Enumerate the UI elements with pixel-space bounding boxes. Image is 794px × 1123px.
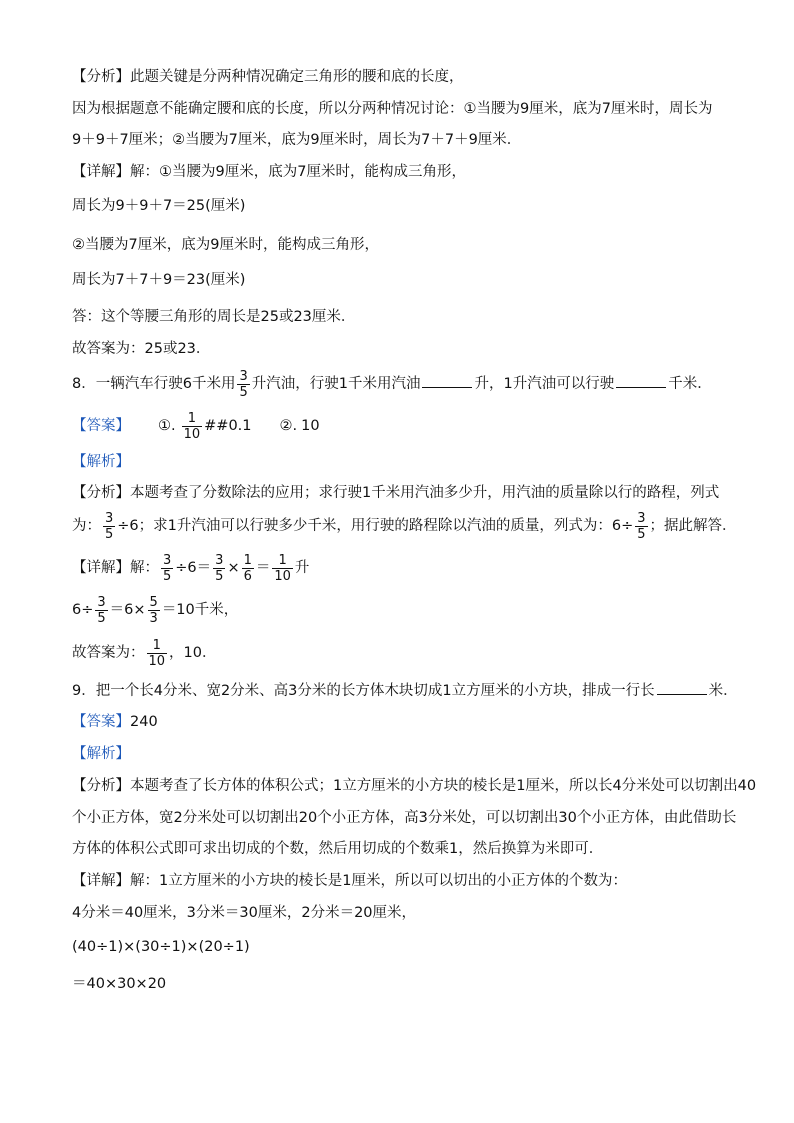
question-9: 9．把一个长4分米、宽2分米、高3分米的长方体木块切成1立方厘米的小方块，排成一行长 米． — [72, 683, 738, 699]
analysis-9-line-3: 方体的体积公式即可求出切成的个数，然后用切成的个数乘1，然后换算为米即可． — [72, 841, 604, 857]
detail-8-line-2: 6÷ $\frac{3}{5}$ ＝6× $\frac{5}{3}$ ＝10千米， — [72, 594, 239, 626]
analysis-8-line-1: 【分析】本题考查了分数除法的应用；求行驶1千米用汽油多少升，用汽油的质量除以行的路程，列式 — [72, 485, 720, 501]
answer-tag: 【答案】 — [72, 714, 130, 730]
question-8: 8．一辆汽车行驶6千米用 $\frac{3}{5}$ 升汽油，行驶1千米用汽油 升，1升汽油可以行驶 千米． — [72, 368, 712, 400]
fraction: $\frac{5}{3}$ — [149, 594, 158, 626]
detail-tag: 【详解】 — [72, 164, 130, 180]
analysis-line-3: 9＋9＋7厘米；②当腰为7厘米，底为9厘米时，周长为7＋7＋9厘米． — [72, 132, 522, 148]
analysis-line-2: 因为根据题意不能确定腰和底的长度，所以分两种情况讨论：①当腰为9厘米，底为7厘米时，周长为 — [72, 101, 713, 117]
detail-8-line-3: 故答案为： $\frac{1}{10}$ ，10． — [72, 637, 217, 669]
detail-9-line-4: ＝40×30×20 — [72, 976, 167, 992]
fraction: $\frac{1}{10}$ — [183, 410, 201, 442]
detail-line-4: 周长为7＋7＋9＝23(厘米) — [72, 272, 246, 288]
fraction: $\frac{3}{5}$ — [105, 510, 114, 542]
analysis-line-1: 【分析】此题关键是分两种情况确定三角形的腰和底的长度， — [72, 69, 464, 85]
detail-9-line-3: (40÷1)×(30÷1)×(20÷1) — [72, 939, 250, 955]
answer-9: 【答案】240 — [72, 714, 158, 730]
analysis-9-line-2: 个小正方体，宽2分米处可以切割出20个小正方体，高3分米处，可以切割出30个小正方体，由此借助长 — [72, 810, 737, 826]
detail-8-line-1: 【详解】解： $\frac{3}{5}$ ÷6＝ $\frac{3}{5}$ × $\frac{1}{6}$ ＝ $\frac{1}{10}$ 升 — [72, 552, 310, 584]
solution-tag-8: 【解析】 — [72, 454, 130, 470]
detail-line-1: 【详解】解：①当腰为9厘米，底为7厘米时，能构成三角形， — [72, 164, 466, 180]
answer-8: 【答案】 ①. $\frac{1}{10}$ ##0.1 ②. 10 — [72, 410, 320, 442]
analysis-tag: 【分析】 — [72, 69, 130, 85]
fraction: $\frac{1}{10}$ — [274, 552, 291, 584]
detail-line-3: ②当腰为7厘米，底为9厘米时，能构成三角形， — [72, 237, 379, 253]
answer-blank — [616, 375, 666, 388]
answer-blank — [422, 375, 472, 388]
solution-tag-9: 【解析】 — [72, 746, 130, 762]
fraction: $\frac{3}{5}$ — [637, 510, 646, 542]
answer-blank — [657, 682, 707, 695]
detail-9-line-1: 【详解】解：1立方厘米的小方块的棱长是1厘米，所以可以切出的小正方体的个数为： — [72, 873, 627, 889]
fraction: $\frac{3}{5}$ — [215, 552, 224, 584]
fraction: $\frac{3}{5}$ — [239, 368, 248, 400]
detail-9-line-2: 4分米＝40厘米，3分米＝30厘米，2分米＝20厘米， — [72, 905, 417, 921]
analysis-9-line-1: 【分析】本题考查了长方体的体积公式；1立方厘米的小方块的棱长是1厘米，所以长4分米处可以切割出40 — [72, 778, 757, 794]
analysis-8-line-2: 为： $\frac{3}{5}$ ÷6；求1升汽油可以行驶多少千米，用行驶的路程除以汽油的质量，列式为：6÷ $\frac{3}{5}$ ；据此解答． — [72, 510, 737, 542]
answer-tag: 【答案】 — [72, 418, 130, 434]
detail-line-2: 周长为9＋9＋7＝25(厘米) — [72, 198, 246, 214]
answer-sentence: 答：这个等腰三角形的周长是25或23厘米． — [72, 309, 356, 325]
fraction: $\frac{1}{10}$ — [148, 637, 166, 669]
fraction: $\frac{1}{6}$ — [243, 552, 252, 584]
final-answer-line: 故答案为：25或23． — [72, 341, 211, 357]
fraction: $\frac{3}{5}$ — [97, 594, 106, 626]
fraction: $\frac{3}{5}$ — [163, 552, 172, 584]
